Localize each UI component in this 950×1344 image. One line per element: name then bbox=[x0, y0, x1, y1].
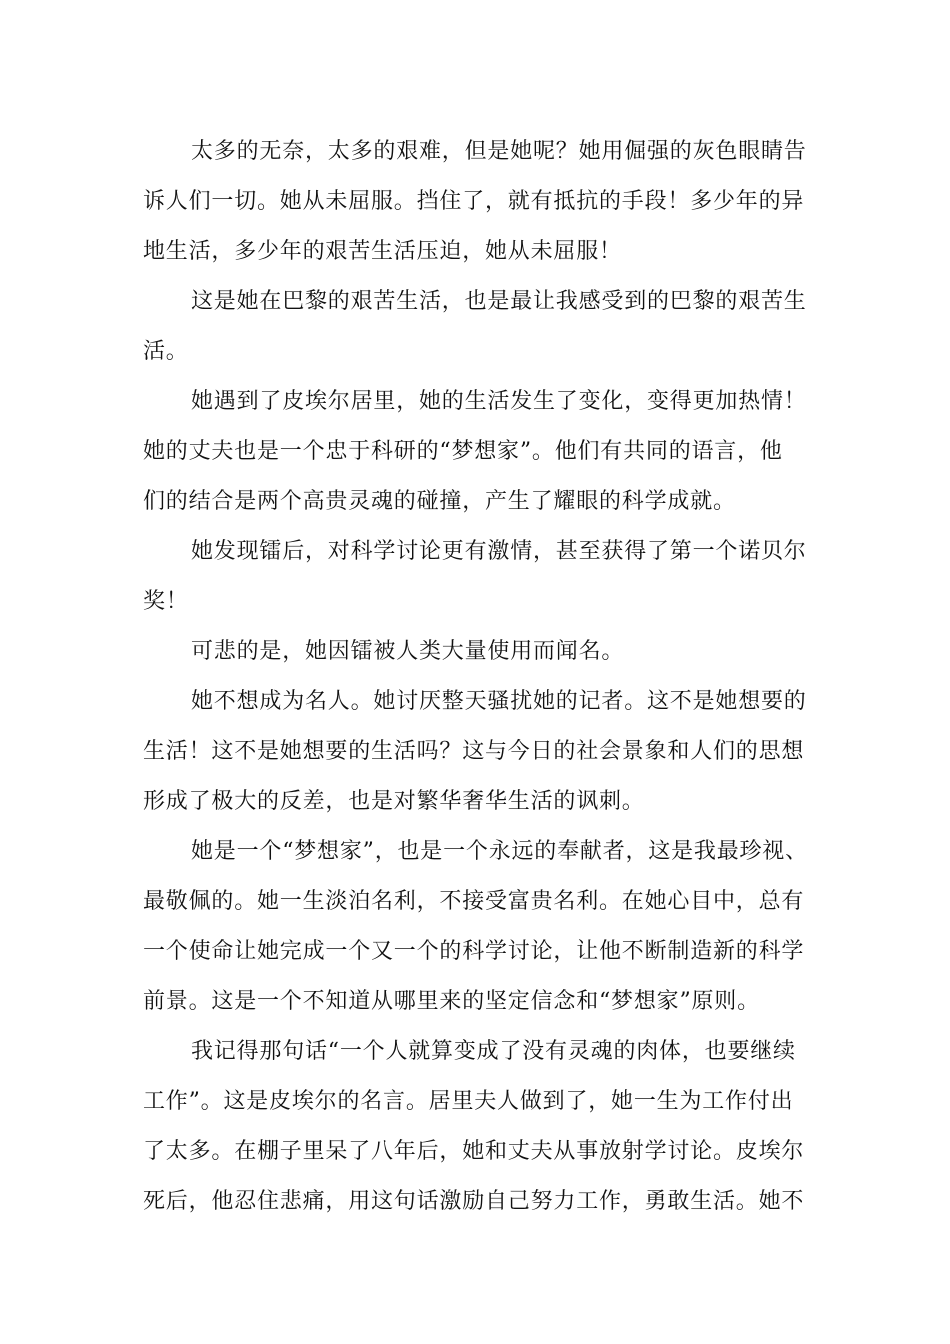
text-line: 太多的无奈，太多的艰难，但是她呢？她用倔强的灰色眼睛告 bbox=[191, 139, 807, 164]
paragraph-6 bbox=[143, 677, 813, 827]
text-line: 她的丈夫也是一个忠于科研的“梦想家”。他们有共同的语言，他 bbox=[143, 439, 783, 464]
text-line: 前景。这是一个不知道从哪里来的坚定信念和“梦想家”原则。 bbox=[143, 989, 760, 1014]
paragraph-8 bbox=[143, 1027, 813, 1227]
text-line: 可悲的是，她因镭被人类大量使用而闻名。 bbox=[191, 639, 625, 664]
document-body bbox=[143, 127, 813, 1227]
text-line: 活。 bbox=[143, 339, 189, 364]
paragraph-3 bbox=[143, 377, 813, 527]
text-line: 诉人们一切。她从未屈服。挡住了，就有抵抗的手段！多少年的异 bbox=[143, 189, 805, 214]
text-line: 最敬佩的。她一生淡泊名利，不接受富贵名利。在她心目中，总有 bbox=[143, 889, 805, 914]
paragraph-1 bbox=[143, 127, 813, 277]
text-line: 工作”。这是皮埃尔的名言。居里夫人做到了，她一生为工作付出 bbox=[143, 1089, 794, 1114]
text-line: 们的结合是两个高贵灵魂的碰撞，产生了耀眼的科学成就。 bbox=[143, 489, 736, 514]
text-line: 她发现镭后，对科学讨论更有激情，甚至获得了第一个诺贝尔 bbox=[191, 539, 807, 564]
text-line: 她遇到了皮埃尔居里，她的生活发生了变化，变得更加热情！ bbox=[191, 389, 807, 414]
text-line: 奖！ bbox=[143, 589, 189, 614]
text-line: 了太多。在棚子里呆了八年后，她和丈夫从事放射学讨论。皮埃尔 bbox=[143, 1139, 805, 1164]
paragraph-2 bbox=[143, 277, 813, 377]
paragraph-5 bbox=[143, 627, 813, 677]
paragraph-7 bbox=[143, 827, 813, 1027]
text-line: 生活！这不是她想要的生活吗？这与今日的社会景象和人们的思想 bbox=[143, 739, 805, 764]
text-line: 形成了极大的反差，也是对繁华奢华生活的讽刺。 bbox=[143, 789, 645, 814]
text-line: 她是一个“梦想家”，也是一个永远的奉献者，这是我最珍视、 bbox=[191, 839, 808, 864]
text-line: 死后，他忍住悲痛，用这句话激励自己努力工作，勇敢生活。她不 bbox=[143, 1189, 805, 1214]
text-line: 她不想成为名人。她讨厌整天骚扰她的记者。这不是她想要的 bbox=[191, 689, 807, 714]
text-line: 地生活，多少年的艰苦生活压迫，她从未屈服！ bbox=[143, 239, 622, 264]
text-line: 我记得那句话“一个人就算变成了没有灵魂的肉体，也要继续 bbox=[191, 1039, 796, 1064]
text-line: 这是她在巴黎的艰苦生活，也是最让我感受到的巴黎的艰苦生 bbox=[191, 289, 807, 314]
paragraph-4 bbox=[143, 527, 813, 627]
text-line: 一个使命让她完成一个又一个的科学讨论，让他不断制造新的科学 bbox=[143, 939, 805, 964]
